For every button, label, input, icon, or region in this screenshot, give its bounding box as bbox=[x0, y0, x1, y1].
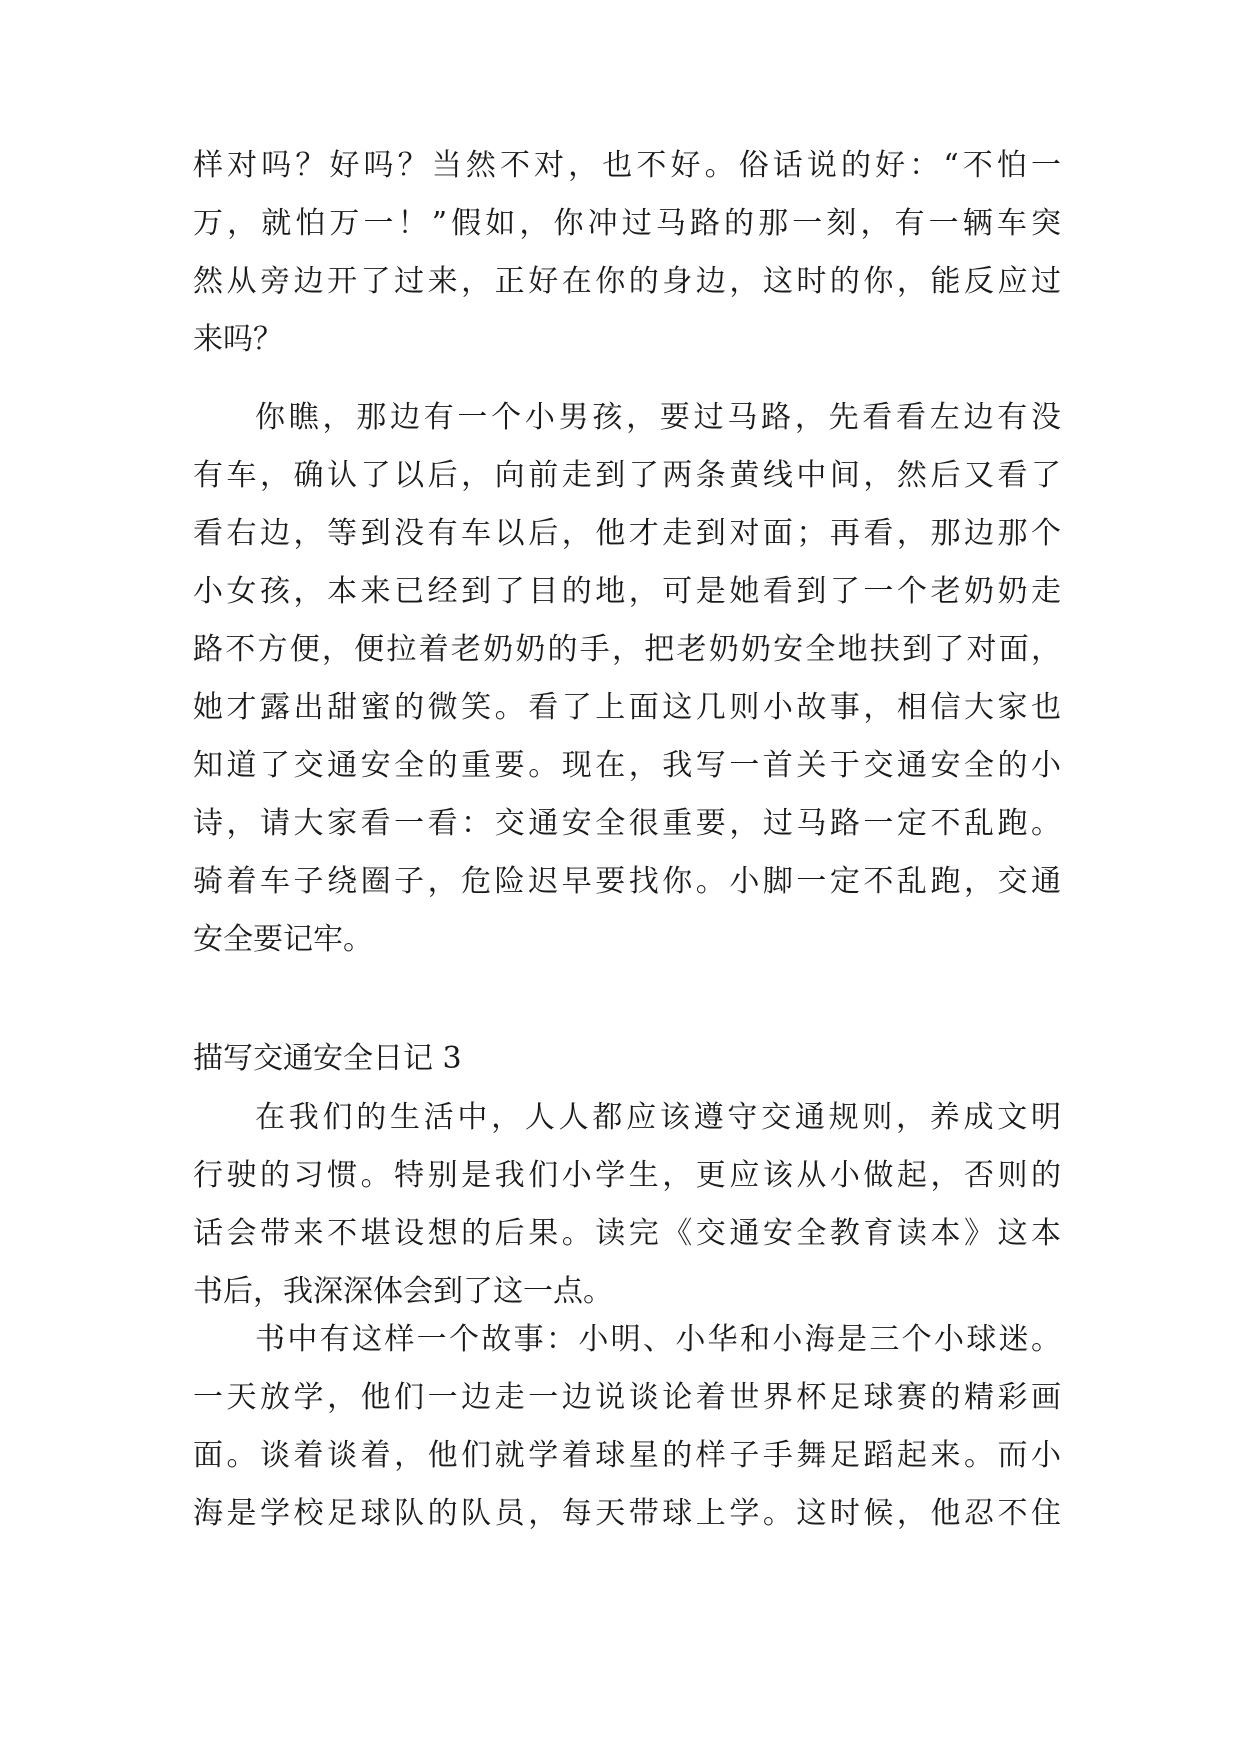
text-line: 看右边，等到没有车以后，他才走到对面；再看，那边那个 bbox=[193, 516, 1061, 551]
text-line: 来吗？ bbox=[193, 322, 283, 357]
text-line: 书中有这样一个故事：小明、小华和小海是三个小球迷。 bbox=[255, 1322, 1061, 1357]
text-line: 骑着车子绕圈子，危险迟早要找你。小脚一定不乱跑，交通 bbox=[193, 864, 1061, 899]
text-line: 话会带来不堪设想的后果。读完《交通安全教育读本》这本 bbox=[193, 1216, 1061, 1251]
text-line: 行驶的习惯。特别是我们小学生，更应该从小做起，否则的 bbox=[193, 1158, 1061, 1193]
text-line: 诗，请大家看一看：交通安全很重要，过马路一定不乱跑。 bbox=[193, 806, 1061, 841]
text-line: 海是学校足球队的队员，每天带球上学。这时候，他忍不住 bbox=[193, 1496, 1061, 1531]
text-line: 万，就怕万一！”假如，你冲过马路的那一刻，有一辆车突 bbox=[193, 206, 1061, 241]
text-line: 路不方便，便拉着老奶奶的手，把老奶奶安全地扶到了对面， bbox=[193, 632, 1061, 667]
text-line: 你瞧，那边有一个小男孩，要过马路，先看看左边有没 bbox=[255, 400, 1061, 435]
paragraph-1 bbox=[193, 137, 1061, 369]
text-line: 书后，我深深体会到了这一点。 bbox=[193, 1274, 613, 1309]
text-line: 然从旁边开了过来，正好在你的身边，这时的你，能反应过 bbox=[193, 264, 1061, 299]
section-heading: 描写交通安全日记 3 bbox=[193, 1041, 462, 1076]
text-line: 知道了交通安全的重要。现在，我写一首关于交通安全的小 bbox=[193, 748, 1061, 783]
text-line: 安全要记牢。 bbox=[193, 922, 373, 957]
text-line: 面。谈着谈着，他们就学着球星的样子手舞足蹈起来。而小 bbox=[193, 1438, 1061, 1473]
text-line: 小女孩，本来已经到了目的地，可是她看到了一个老奶奶走 bbox=[193, 574, 1061, 609]
text-line: 样对吗？好吗？当然不对，也不好。俗话说的好：“不怕一 bbox=[193, 148, 1061, 183]
paragraph-2 bbox=[193, 389, 1061, 969]
paragraph-3 bbox=[193, 1089, 1061, 1321]
paragraph-4 bbox=[193, 1311, 1061, 1543]
text-line: 在我们的生活中，人人都应该遵守交通规则，养成文明 bbox=[255, 1100, 1061, 1135]
text-line: 一天放学，他们一边走一边说谈论着世界杯足球赛的精彩画 bbox=[193, 1380, 1061, 1415]
text-line: 她才露出甜蜜的微笑。看了上面这几则小故事，相信大家也 bbox=[193, 690, 1061, 725]
text-line: 有车，确认了以后，向前走到了两条黄线中间，然后又看了 bbox=[193, 458, 1061, 493]
